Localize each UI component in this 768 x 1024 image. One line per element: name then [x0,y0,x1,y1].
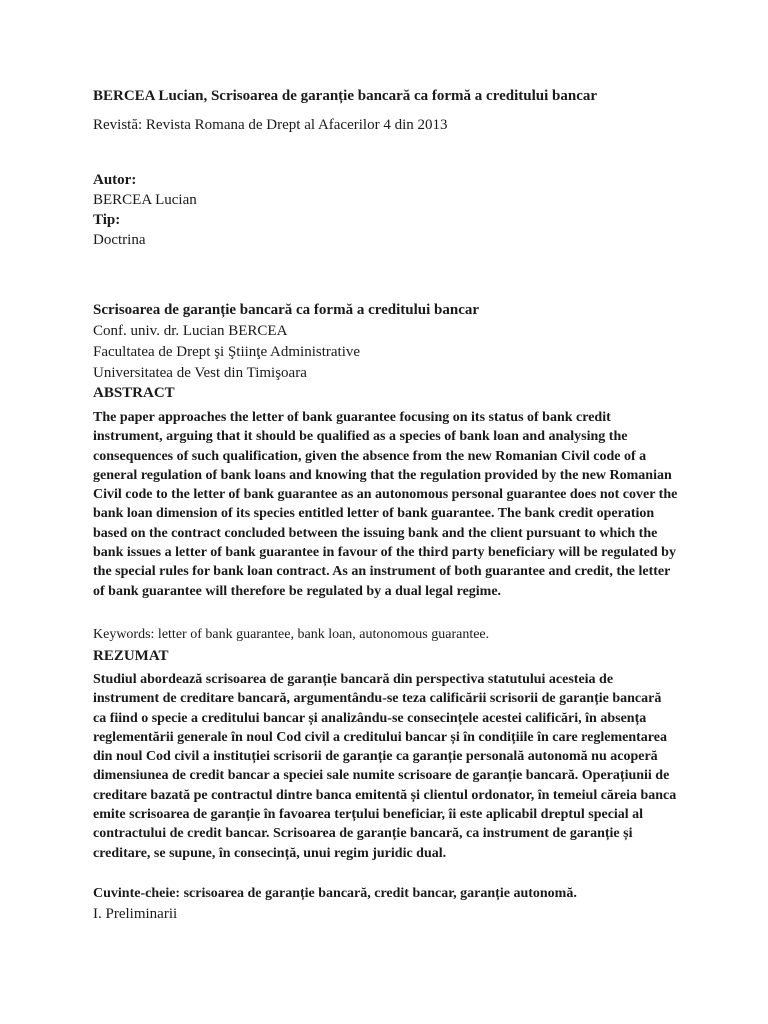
type-label: Tip: [93,212,121,228]
article-author: Conf. univ. dr. Lucian BERCEA [93,323,288,339]
article-header [93,300,479,384]
article-title: Scrisoarea de garanție bancară ca formă a creditului bancar [93,302,480,318]
article-university: Universitatea de Vest din Timişoara [93,365,307,381]
keywords-ro: Cuvinte-cheie: scrisoarea de garanție bancară, credit bancar, garanție autonomă. [93,886,577,901]
abstract-text: The paper approaches the letter of bank guarantee focusing on its status of bank credit instrument, arguing that it should be qualified as a species of bank loan and analysing the consequences of such qualification, given the absence from the new Romanian Civil code of a general regulation of bank loans and knowing that the regulation provided by the new Romanian Civil code to the letter of bank guarantee as an autonomous personal guarantee does not cover the bank loan dimension of its species entitled letter of bank guarantee. The bank credit operation based on the contract concluded between the issuing bank and the client pursuant to which the bank issues a letter of bank guarantee in favour of the third party beneficiary will be regulated by the special rules for bank loan contract. As an instrument of both guarantee and credit, the letter of bank guarantee will therefore be regulated by a dual legal regime. [93,410,678,599]
abstract-heading: ABSTRACT [93,385,175,401]
section-heading: I. Preliminarii [93,906,178,922]
document-title: BERCEA Lucian, Scrisoarea de garanție bancară ca formă a creditului bancar [93,88,598,104]
author-label: Autor: [93,172,137,188]
journal-reference: Revistă: Revista Romana de Drept al Afacerilor 4 din 2013 [93,117,448,133]
type-value: Doctrina [93,232,146,248]
author-value: BERCEA Lucian [93,192,197,208]
article-faculty: Facultatea de Drept şi Ştiinţe Administrative [93,344,361,360]
document-meta [93,170,197,250]
rezumat-text: Studiul abordează scrisoarea de garanție bancară din perspectiva statutului acesteia de instrument de creditare bancară, argumentându-se teza calificării scrisorii de garanție bancară ca fiind o specie a creditului bancar și analizându-se consecințele acestei calificări, în absența reglementării generale în noul Cod civil a creditului bancar și în condițiile în care reglementarea din noul Cod civil a instituției scrisorii de garanție ca garanție personală autonomă nu acoperă dimensiunea de credit bancar a speciei sale numite scrisoare de garanție bancară. Operațiunii de creditare bazată pe contractul dintre banca emitentă și clientul ordonator, în temeiul căreia banca emite scrisoarea de garanție în favoarea terțului beneficiar, îi este aplicabil dreptul special al contractului de credit bancar. Scrisoarea de garanție bancară, ca instrument de garanție și creditare, se supune, în consecință, unui regim juridic dual. [93,672,677,861]
keywords: Keywords: letter of bank guarantee, bank loan, autonomous guarantee. [93,627,490,642]
rezumat-heading: REZUMAT [93,648,169,664]
